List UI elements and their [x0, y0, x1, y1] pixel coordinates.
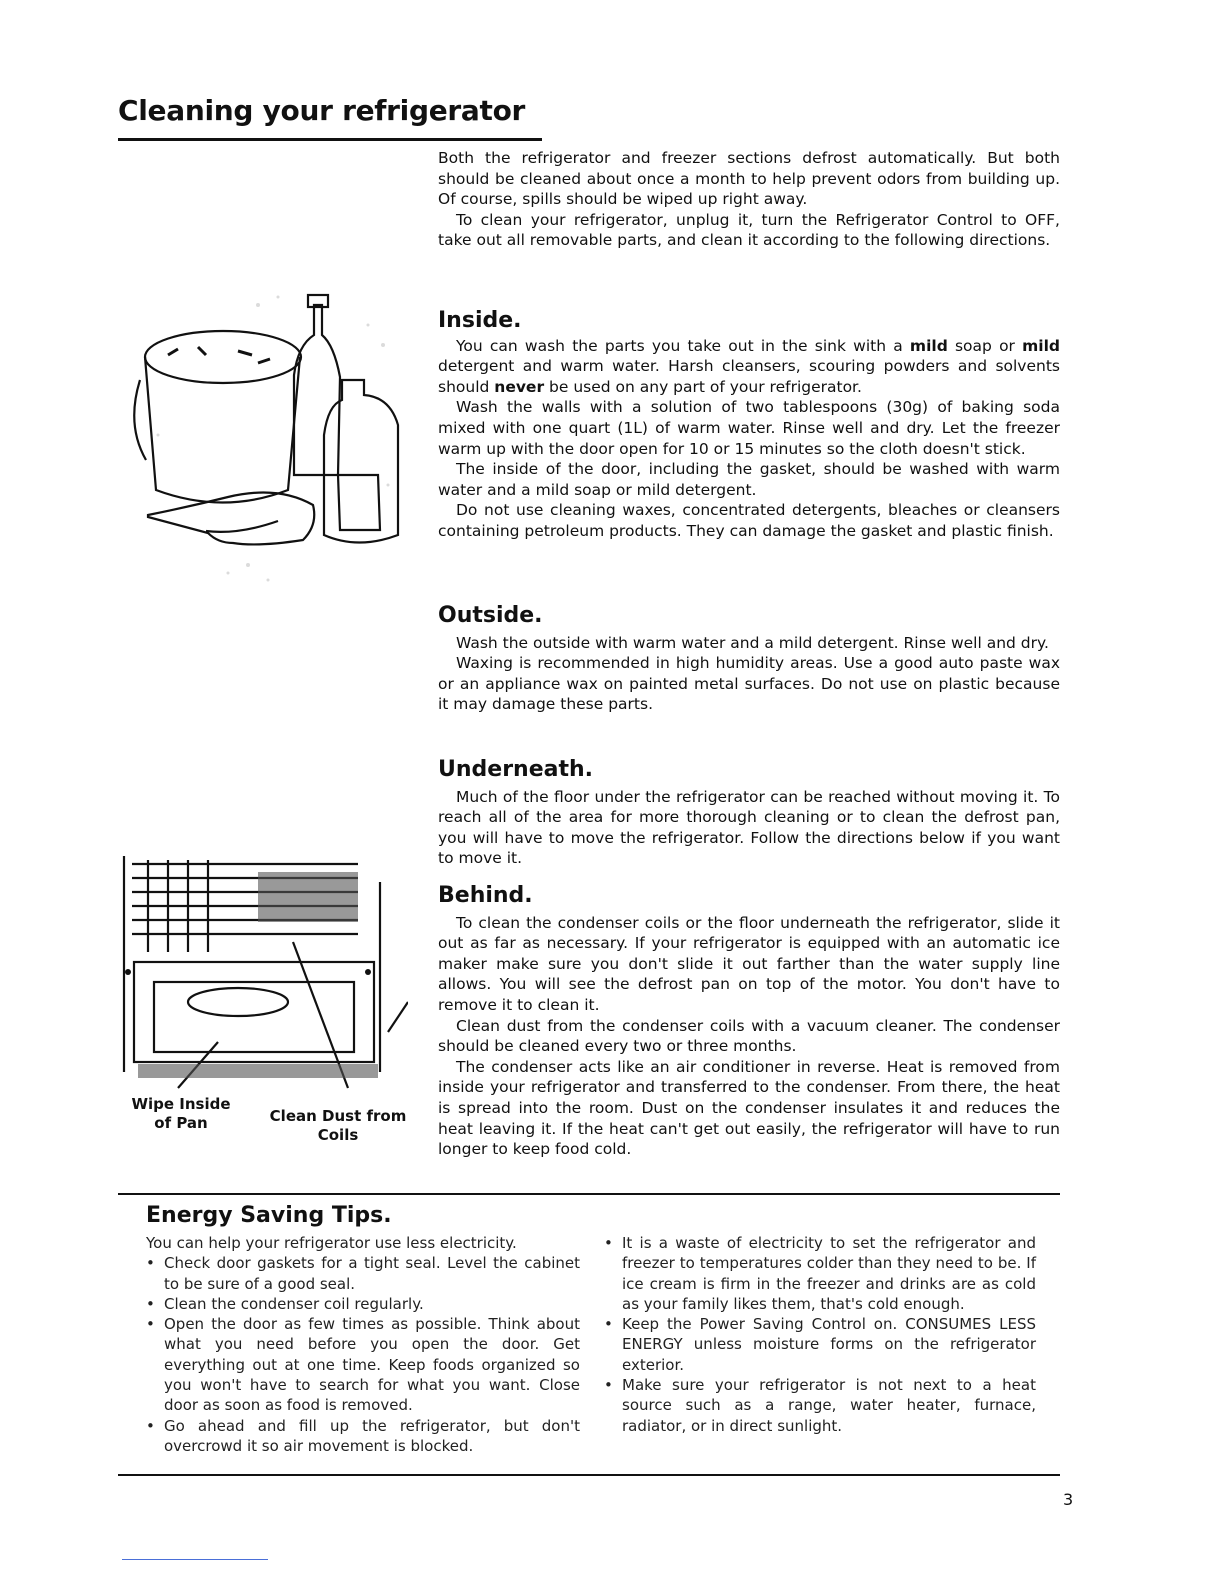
underneath-heading: Underneath.: [438, 757, 594, 782]
tip-item: • It is a waste of electricity to set the refrigerator and freezer to temperatures colder than they need to be. If ice cream is firm in the freezer and drinks are as cold as your family likes them, that's cold enough.: [604, 1233, 1036, 1314]
tip-item: • Make sure your refrigerator is not next to a heat source such as a range, water heater, furnace, radiator, or in direct sunlight.: [604, 1375, 1036, 1436]
footer-link-line: [122, 1559, 268, 1560]
figure-label-coils-line1: Clean Dust from: [269, 1107, 407, 1125]
tips-right-column: [604, 1233, 1036, 1436]
bucket-rim: [145, 331, 301, 383]
compressor-bay: [134, 962, 374, 1062]
tip-item: • Keep the Power Saving Control on. CONSUMES LESS ENERGY unless moisture forms on the refrigerator exterior.: [604, 1314, 1036, 1375]
behind-section: [438, 883, 1060, 1160]
tips-left-list: [146, 1253, 580, 1456]
figure-label-coils-line2: Coils: [317, 1126, 359, 1144]
page-number: 3: [1063, 1490, 1074, 1509]
tips-right-list: [604, 1233, 1036, 1436]
bucket-body: [145, 357, 300, 503]
cleaner-jug: [324, 380, 398, 543]
figure-label-pan: [126, 1095, 236, 1133]
behind-heading: Behind.: [438, 883, 533, 908]
inside-paragraph-3: The inside of the door, including the gasket, should be washed with warm water and a mild soap or mild detergent.: [438, 460, 1060, 499]
outside-section: [438, 603, 1060, 715]
figure-label-pan-line2: of Pan: [154, 1114, 208, 1132]
inside-paragraph-4: Do not use cleaning waxes, concentrated detergents, bleaches or cleansers containing petroleum products. They can damage the gasket and plastic finish.: [438, 501, 1060, 540]
detergent-bottle: [294, 305, 340, 475]
cleaning-supplies-illustration: [128, 285, 418, 595]
outside-paragraph-1: Wash the outside with warm water and a mild detergent. Rinse well and dry.: [456, 633, 1049, 652]
tips-heading: Energy Saving Tips.: [146, 1203, 392, 1228]
section-divider-bottom: [118, 1474, 1060, 1476]
page-title: Cleaning your refrigerator: [118, 94, 526, 127]
tip-item: • Clean the condenser coil regularly.: [146, 1294, 580, 1314]
title-underline: [118, 138, 542, 141]
figure-label-coils: [262, 1107, 414, 1145]
inside-paragraph-1: You can wash the parts you take out in the sink with a mild soap or mild detergent and warm water. Harsh cleansers, scouring powders and solvents should never be used on any part of your refrigerator.: [438, 336, 1060, 396]
intro-paragraph-1: Both the refrigerator and freezer sections defrost automatically. But both should be cleaned about once a month to help prevent odors from building up. Of course, spills should be wiped up right away.: [438, 149, 1060, 209]
intro-paragraph-2: To clean your refrigerator, unplug it, turn the Refrigerator Control to OFF, take out all removable parts, and clean it according to the following directions.: [438, 210, 1060, 250]
defrost-pan: [188, 988, 288, 1016]
section-divider-top: [118, 1193, 1060, 1195]
tips-intro: You can help your refrigerator use less electricity.: [146, 1234, 517, 1252]
condenser-illustration: [118, 852, 408, 1094]
tip-item: • Open the door as few times as possible. Think about what you need before you open the door. Get everything out at one time. Keep foods organized so you won't have to search for what you want. Close door as soon as food is removed.: [146, 1314, 580, 1415]
behind-paragraph-1: To clean the condenser coils or the floor underneath the refrigerator, slide it out as far as necessary. If your refrigerator is equipped with an automatic ice maker make sure you don't slide it out farther than the water supply line allows. You will see the defrost pan on top of the motor. You don't have to remove it to clean it.: [438, 913, 1060, 1014]
outside-paragraph-2: Waxing is recommended in high humidity areas. Use a good auto paste wax or an appliance wax on painted metal surfaces. Do not use on plastic because it may damage these parts.: [438, 654, 1060, 714]
tip-item: • Check door gaskets for a tight seal. Level the cabinet to be sure of a good seal.: [146, 1253, 580, 1294]
intro-section: [438, 148, 1060, 251]
tip-item: • Go ahead and fill up the refrigerator, but don't overcrowd it so air movement is blocked.: [146, 1416, 580, 1457]
inside-paragraph-2: Wash the walls with a solution of two tablespoons (30g) of baking soda mixed with one quart (1L) of warm water. Rinse well and dry. Let the freezer warm up with the door open for 10 or 15 minutes so the cloth doesn't stick.: [438, 398, 1060, 458]
behind-paragraph-3: The condenser acts like an air conditioner in reverse. Heat is removed from inside your refrigerator and transferred to the condenser. From there, the heat is spread into the room. Dust on the condenser insulates it and reduces the heat leaving it. If the heat can't get out easily, the refrigerator will have to run longer to keep food cold.: [438, 1057, 1060, 1159]
figure-label-pan-line1: Wipe Inside: [131, 1095, 231, 1113]
underneath-paragraph-1: Much of the floor under the refrigerator can be reached without moving it. To reach all of the area for more thorough cleaning or to clean the defrost pan, you will have to move the refrigerator. Follow the directions below if you want to move it.: [438, 787, 1060, 868]
cleaning-cloth: [148, 493, 314, 545]
inside-heading: Inside.: [438, 308, 522, 333]
bucket-handle: [134, 380, 146, 460]
inside-section: [438, 308, 1060, 542]
outside-heading: Outside.: [438, 603, 543, 628]
tips-left-column: [146, 1233, 580, 1456]
underneath-section: [438, 757, 1060, 869]
behind-paragraph-2: Clean dust from the condenser coils with a vacuum cleaner. The condenser should be cleaned every two or three months.: [438, 1016, 1060, 1056]
